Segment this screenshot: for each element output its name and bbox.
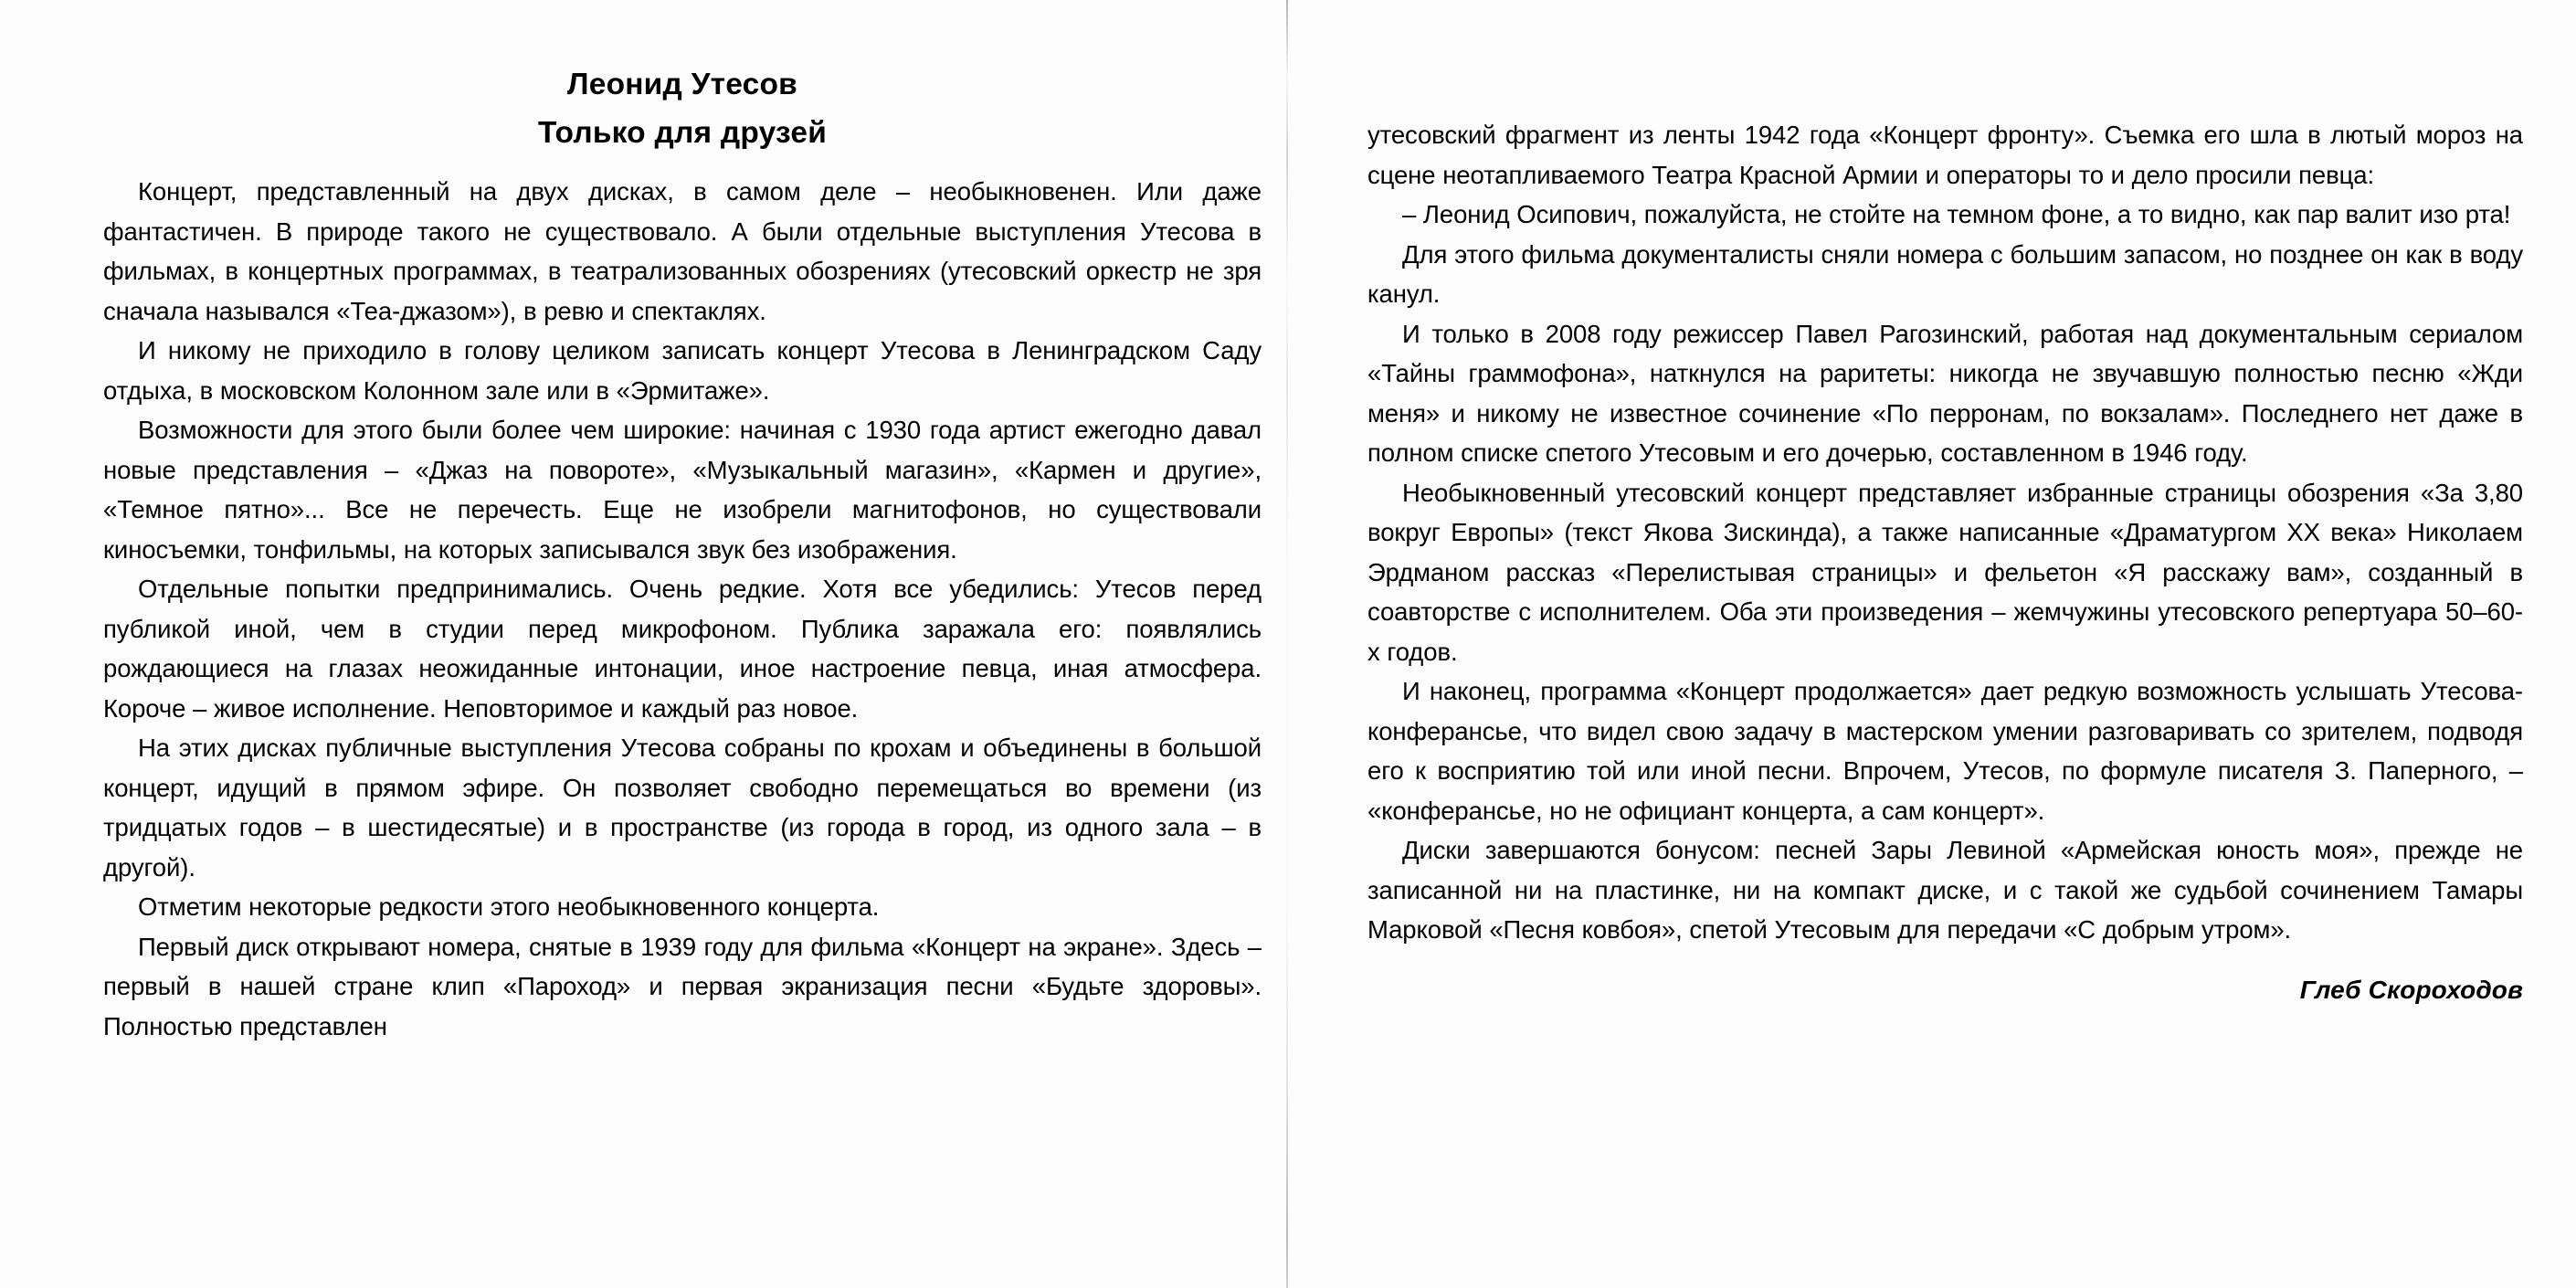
paragraph: На этих дисках публичные выступления Утесова собраны по крохам и объединены в большой концерт, идущий в прямом эфире. Он позволяет свободно перемещаться во времени (из тридцатых годов – в шестидесятые) и в пространстве (из города в город, из одного зала – в другой). [103, 734, 1262, 882]
title-line-artist: Леонид Утесов [567, 68, 797, 101]
paragraph: Первый диск открывают номера, снятые в 1939 году для фильма «Концерт на экране». Здесь – первый в нашей стране клип «Пароход» и первая экранизация песни «Будьте здоровы». Полностью представлен [103, 932, 1262, 1040]
paragraph: Необыкновенный утесовский концерт представляет избранные страницы обозрения «За 3,80 вокруг Европы» (текст Якова Зискинда), а также написанные «Драматургом XX века» Николаем Эрдманом рассказ «Перелистывая страницы» и фельетон «Я расскажу вам», созданный в соавторстве с исполнителем. Оба эти произведения – жемчужины утесовского репертуара 50–60-х годов. [1367, 478, 2523, 666]
paragraph: – Леонид Осипович, пожалуйста, не стойте на темном фоне, а то видно, как пар валит изо рта! [1402, 200, 2511, 228]
paragraph: И наконец, программа «Концерт продолжается» дает редкую возможность услышать Утесова-конферансье, что видел свою задачу в мастерском умении разговаривать со зрителем, подводя его к восприятию той или иной песни. Впрочем, Утесов, по формуле писателя З. Паперного, – «конферансье, но не официант концерта, а сам концерт». [1367, 677, 2523, 825]
paragraph: Отдельные попытки предпринимались. Очень редкие. Хотя все убедились: Утесов перед публикой иной, чем в студии перед микрофоном. Публика заражала его: появлялись рождающиеся на глазах неожиданные интонации, иное настроение певца, иная атмосфера. Короче – живое исполнение. Неповторимое и каждый раз новое. [103, 575, 1262, 723]
paragraph: Для этого фильма документалисты сняли номера с большим запасом, но позднее он как в воду канул. [1367, 239, 2523, 308]
paragraph: И никому не приходило в голову целиком записать концерт Утесова в Ленинградском Саду отдыха, в московском Колонном зале или в «Эрмитаже». [103, 336, 1262, 405]
paragraph: Отметим некоторые редкости этого необыкновенного концерта. [138, 892, 880, 921]
paragraph: утесовский фрагмент из ленты 1942 года «Концерт фронту». Съемка его шла в лютый мороз на сцене неотапливаемого Театра Красной Армии и операторы то и дело просили певца: [1367, 121, 2523, 189]
author-signature: Глеб Скороходов [2299, 975, 2523, 1004]
title-line-album: Только для друзей [537, 116, 828, 150]
paragraph: Концерт, представленный на двух дисках, в самом деле – необыкновенен. Или даже фантастичен. В природе такого не существовало. А были отдельные выступления Утесова в фильмах, в концертных программах, в театрализованных обозрениях (утесовский оркестр не зря сначала назывался «Теа-джазом»), в ревю и спектаклях. [103, 177, 1262, 325]
left-text-column [103, 0, 1262, 1046]
paragraph: И только в 2008 году режиссер Павел Рагозинский, работая над документальным сериалом «Тайны граммофона», наткнулся на раритеты: никогда не звучавшую полностью песню «Жди меня» и никому не известное сочинение «По перронам, по вокзалам». Последнего нет даже в полном списке спетого Утесовым и его дочерью, составленном в 1946 году. [1367, 319, 2523, 467]
right-text-column [1367, 0, 2523, 1009]
page-title [103, 60, 1262, 157]
paragraph: Возможности для этого были более чем широкие: начиная с 1930 года артист ежегодно давал новые представления – «Джаз на повороте», «Музыкальный магазин», «Кармен и другие», «Темное пятно»... Все не перечесть. Еще не изобрели магнитофонов, но существовали киносъемки, тонфильмы, на которых записывался звук без изображения. [103, 416, 1262, 564]
paragraph: Диски завершаются бонусом: песней Зары Левиной «Армейская юность моя», прежде не записанной ни на пластинке, ни на компакт диске, и с такой же судьбой сочинением Тамары Марковой «Песня ковбоя», спетой Утесовым для передачи «С добрым утром». [1367, 836, 2523, 944]
